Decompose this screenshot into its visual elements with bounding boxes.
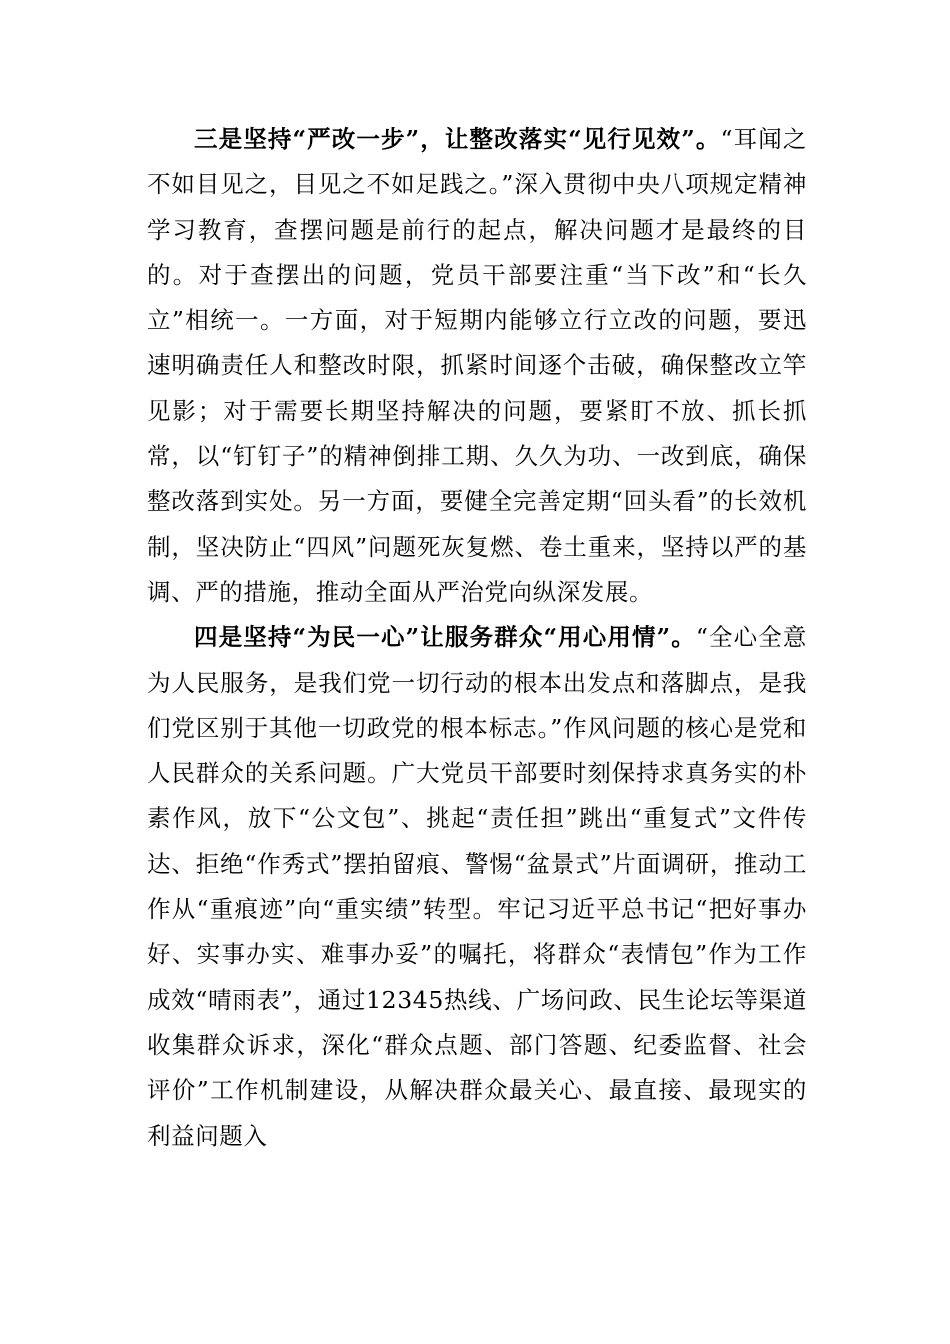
- paragraph-three-heading: 三是坚持“严改一步”，让整改落实“见行见效”。: [194, 125, 721, 153]
- paragraph-three: [147, 117, 807, 615]
- paragraph-four-body: “全心全意为人民服务，是我们党一切行动的根本出发点和落脚点，是我们党区别于其他一切政党的根本标志。”作风问题的核心是党和人民群众的关系问题。广大党员干部要时刻保持求真务实的朴素作风，放下“公文包”、挑起“责任担”跳出“重复式”文件传达、拒绝“作秀式”摆拍留痕、警惕“盆景式”片面调研，推动工作从“重痕迹”向“重实绩”转型。牢记习近平总书记“把好事办好、实事办实、难事办妥”的嘱托，将群众“表情包”作为工作成效“晴雨表”，通过12345热线、广场问政、民生论坛等渠道收集群众诉求，深化“群众点题、部门答题、纪委监督、社会评价”工作机制建设，从解决群众最关心、最直接、最现实的利益问题入: [147, 623, 807, 1150]
- paragraph-four: [147, 615, 807, 1159]
- document-page: [147, 117, 807, 1159]
- paragraph-four-heading: 四是坚持“为民一心”让服务群众“用心用情”。: [194, 623, 696, 652]
- paragraph-three-body: “耳闻之不如目见之，目见之不如足践之。”深入贯彻中央八项规定精神学习教育，查摆问题是前行的起点，解决问题才是最终的目的。对于查摆出的问题，党员干部要注重“当下改”和“长久立”相统一。一方面，对于短期内能够立行立改的问题，要迅速明确责任人和整改时限，抓紧时间逐个击破，确保整改立竿见影；对于需要长期坚持解决的问题，要紧盯不放、抓长抓常，以“钉钉子”的精神倒排工期、久久为功、一改到底，确保整改落到实处。另一方面，要健全完善定期“回头看”的长效机制，坚决防止“四风”问题死灰复燃、卷土重来，坚持以严的基调、严的措施，推动全面从严治党向纵深发展。: [147, 125, 807, 606]
